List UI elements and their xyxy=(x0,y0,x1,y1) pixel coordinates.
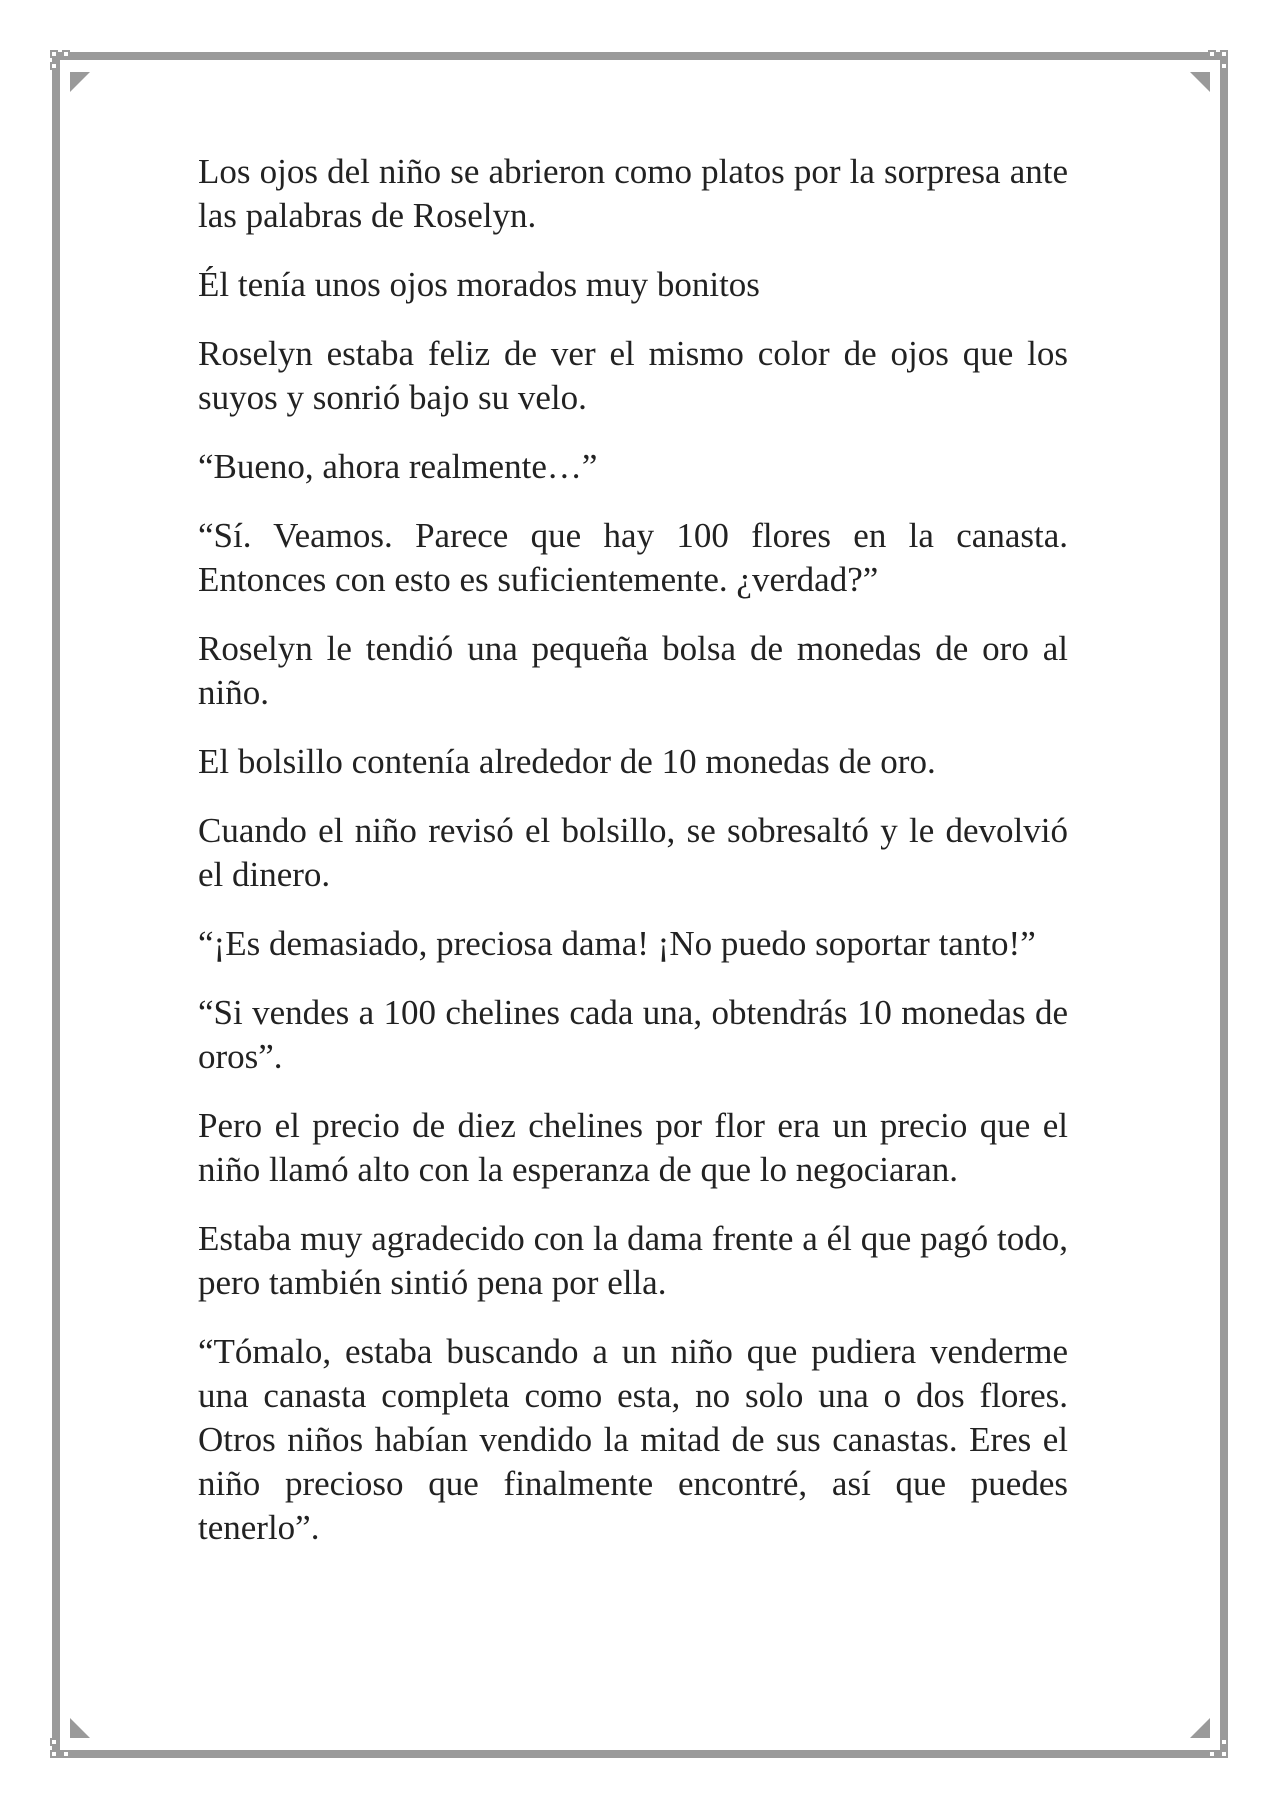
paragraph: El bolsillo contenía alrededor de 10 monedas de oro. xyxy=(198,742,936,781)
corner-ornament-square xyxy=(1220,1738,1228,1746)
paragraph: Roselyn estaba feliz de ver el mismo color de ojos que los suyos y sonrió bajo su velo. xyxy=(198,334,1068,417)
frame-top-border xyxy=(58,52,1222,60)
corner-triangle-ornament xyxy=(70,72,90,92)
paragraph: Roselyn le tendió una pequeña bolsa de monedas de oro al niño. xyxy=(198,629,1068,712)
paragraph: “Sí. Veamos. Parece que hay 100 flores en la canasta. Entonces con esto es suficientemente. ¿verdad?” xyxy=(198,516,1068,599)
corner-ornament-square xyxy=(50,50,58,58)
page-body-text xyxy=(198,150,1068,1575)
paragraph: “Tómalo, estaba buscando a un niño que pudiera venderme una canasta completa como esta, no solo una o dos flores. Otros niños habían vendido la mitad de sus canastas. Eres el niño precioso que finalmente encontré, así que puedes tenerlo”. xyxy=(198,1332,1068,1547)
frame-bottom-border xyxy=(58,1750,1222,1758)
corner-triangle-ornament xyxy=(1190,72,1210,92)
corner-triangle-ornament xyxy=(1190,1718,1210,1738)
paragraph: Pero el precio de diez chelines por flor era un precio que el niño llamó alto con la esperanza de que lo negociaran. xyxy=(198,1106,1068,1189)
corner-triangle-ornament xyxy=(70,1718,90,1738)
paragraph: Él tenía unos ojos morados muy bonitos xyxy=(198,265,760,304)
corner-ornament-square xyxy=(62,1750,70,1758)
corner-ornament-square xyxy=(62,50,70,58)
corner-ornament-square xyxy=(1220,62,1228,70)
corner-ornament-square xyxy=(1220,1750,1228,1758)
corner-ornament-square xyxy=(50,1738,58,1746)
corner-ornament-square xyxy=(1220,50,1228,58)
paragraph: “¡Es demasiado, preciosa dama! ¡No puedo soportar tanto!” xyxy=(198,924,1036,963)
corner-ornament-square xyxy=(50,1750,58,1758)
corner-ornament-square xyxy=(1208,50,1216,58)
paragraph: “Bueno, ahora realmente…” xyxy=(198,447,598,486)
paragraph: Cuando el niño revisó el bolsillo, se sobresaltó y le devolvió el dinero. xyxy=(198,811,1068,894)
paragraph: Los ojos del niño se abrieron como platos por la sorpresa ante las palabras de Roselyn. xyxy=(198,152,1068,235)
corner-ornament-square xyxy=(1208,1750,1216,1758)
frame-right-border xyxy=(1220,58,1228,1752)
paragraph: Estaba muy agradecido con la dama frente a él que pagó todo, pero también sintió pena por ella. xyxy=(198,1219,1068,1302)
frame-left-border xyxy=(52,58,60,1752)
paragraph: “Si vendes a 100 chelines cada una, obtendrás 10 monedas de oros”. xyxy=(198,993,1068,1076)
corner-ornament-square xyxy=(50,62,58,70)
